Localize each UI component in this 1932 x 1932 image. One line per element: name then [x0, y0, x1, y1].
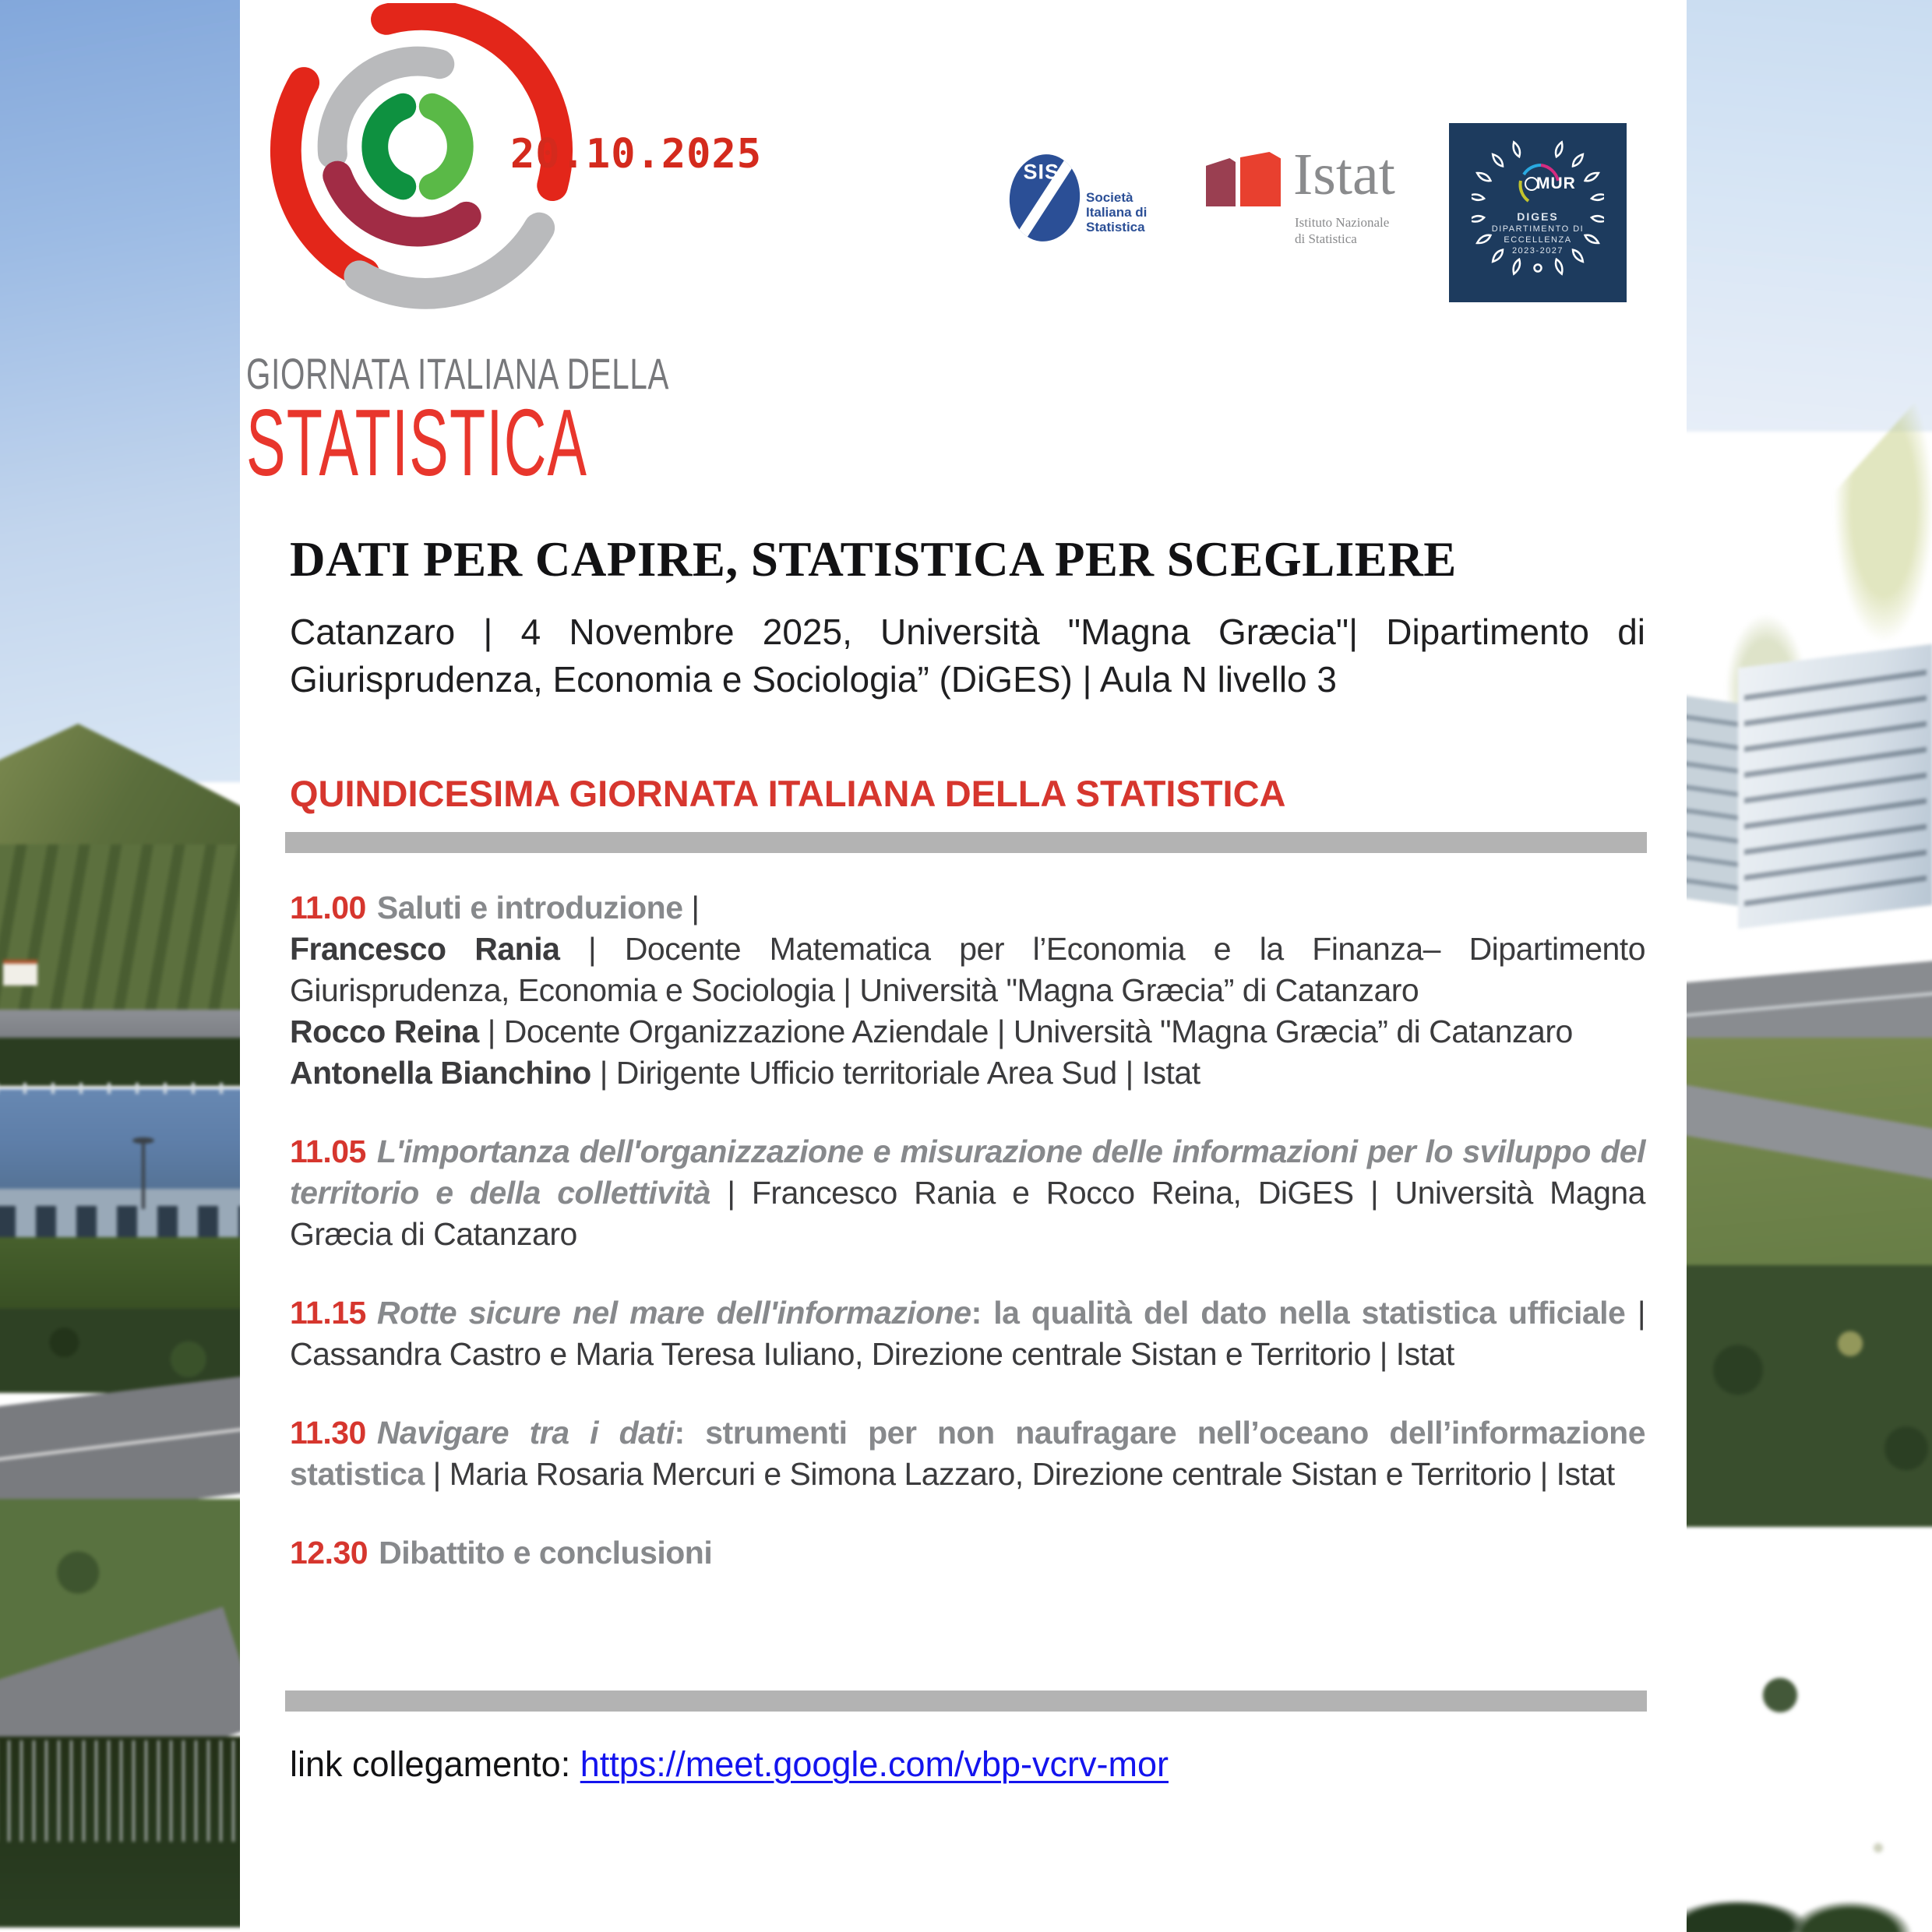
header	[240, 0, 1687, 531]
olive-grove	[0, 844, 242, 1016]
schedule-text: | Cassandra Castro e Maria Teresa Iuliano, Direzione centrale Sistan e Territorio | Istat	[290, 1295, 1645, 1372]
sis-name-line1: Società	[1086, 190, 1133, 205]
schedule-text: | Maria Rosaria Mercuri e Simona Lazzaro, Direzione centrale Sistan e Territorio | Istat	[432, 1456, 1615, 1492]
mur-diges-badge	[1449, 123, 1627, 302]
schedule-text: | Francesco Rania e Rocco Reina, DiGES | Università Magna Græcia di Catanzaro	[290, 1175, 1645, 1252]
schedule-time: 11.05	[290, 1133, 366, 1169]
schedule-text: L'importanza dell'organizzazione e misurazione delle informazioni per lo sviluppo del territorio e della collettività	[290, 1133, 1645, 1211]
sis-name	[1086, 190, 1147, 234]
schedule-text: Navigare tra i dati	[376, 1415, 675, 1451]
istat-subtitle	[1295, 214, 1389, 247]
schedule-text: : la qualità del dato nella statistica ufficiale	[971, 1295, 1638, 1331]
laurel-wreath-icon	[1472, 134, 1604, 282]
schedule-text: | Docente Organizzazione Aziendale | Università "Magna Græcia” di Catanzaro	[487, 1014, 1573, 1049]
main-content	[240, 531, 1687, 1785]
sis-name-line2: Italiana di	[1086, 205, 1148, 220]
fence	[0, 1740, 242, 1842]
schedule-text: Saluti e introduzione	[376, 890, 692, 925]
landscape-left	[0, 0, 242, 1932]
landscape-right	[1687, 0, 1932, 1932]
green-verge	[0, 1237, 242, 1309]
hedge	[0, 1038, 242, 1086]
divider-bottom	[285, 1690, 1647, 1712]
highway	[0, 1010, 242, 1039]
schedule-item	[290, 887, 1645, 1094]
istat-name: Istat	[1293, 142, 1395, 207]
schedule-item	[290, 1292, 1645, 1375]
event-date: 20.10.2025	[510, 131, 763, 178]
mur-dept: DIGES	[1517, 210, 1559, 223]
istat-book-icon-left	[1206, 158, 1236, 206]
schedule	[290, 887, 1645, 1574]
sis-disc	[1005, 151, 1084, 245]
mur-text-block	[1449, 210, 1627, 256]
palm-fronds	[1687, 1842, 1932, 1932]
water-basin	[0, 1089, 242, 1189]
campus-building	[1738, 644, 1932, 929]
background-photo-left	[0, 0, 242, 1932]
mur-line1: DIPARTIMENTO DI	[1491, 224, 1585, 234]
istat-book-icon-right	[1240, 152, 1281, 206]
schedule-text: : strumenti per non naufragare nell’oceano dell’informazione statistica	[290, 1415, 1645, 1492]
schedule-text: | Dirigente Ufficio territoriale Area Sud | Istat	[599, 1055, 1200, 1091]
content-panel	[240, 0, 1687, 1932]
schedule-item	[290, 1131, 1645, 1255]
railing	[0, 1083, 242, 1094]
schedule-text: |	[691, 890, 700, 925]
schedule-time: 11.30	[290, 1415, 366, 1451]
wordmark-line1: GIORNATA ITALIANA DELLA	[246, 349, 670, 398]
sis-name-line3: Statistica	[1086, 220, 1145, 234]
sis-logo	[1010, 154, 1165, 248]
sky	[0, 0, 242, 782]
wordmark-line2: STATISTICA	[246, 390, 588, 495]
mur-label: MUR	[1536, 175, 1576, 192]
schedule-time: 12.30	[290, 1535, 368, 1571]
schedule-item	[290, 1412, 1645, 1495]
building-windows	[1744, 653, 1927, 921]
sis-abbr: SIS	[1023, 160, 1059, 184]
arcade-openings	[0, 1206, 242, 1237]
istat-subtitle-line2: di Statistica	[1295, 231, 1357, 246]
mur-years: 2023-2027	[1511, 246, 1564, 256]
event-title: DATI PER CAPIRE, STATISTICA PER SCEGLIERE	[290, 532, 1457, 587]
schedule-text: Francesco Rania	[290, 931, 589, 967]
house	[3, 960, 37, 985]
meeting-link[interactable]: https://meet.google.com/vbp-vcrv-mor	[580, 1744, 1169, 1784]
mur-line2: ECCELLENZA	[1504, 235, 1572, 245]
sky	[1687, 0, 1932, 432]
section-heading: QUINDICESIMA GIORNATA ITALIANA DELLA STATISTICA	[290, 773, 1286, 814]
street-lamp	[142, 1142, 145, 1209]
istat-logo	[1206, 142, 1408, 261]
schedule-text: Rocco Reina	[290, 1014, 488, 1049]
schedule-text: | Docente Matematica per l’Economia e la Finanza– Dipartimento Giurisprudenza, Economia e Sociologia | Università "Magna Græcia” di Catanzaro	[290, 931, 1645, 1008]
schedule-text: Antonella Bianchino	[290, 1055, 600, 1091]
event-location-line: Catanzaro | 4 Novembre 2025, Università "Magna Græcia"| Dipartimento di Giurisprudenza, Economia e Sociologia” (DiGES) | Aula N livello 3	[290, 612, 1645, 700]
schedule-time: 11.15	[290, 1295, 366, 1331]
bush-band	[1687, 1265, 1932, 1527]
schedule-item	[290, 1532, 1645, 1574]
schedule-text: Rotte sicure nel mare dell'informazione	[376, 1295, 971, 1331]
meeting-link-row	[290, 1744, 1645, 1785]
schedule-text: Dibattito e conclusioni	[379, 1535, 713, 1571]
background-photo-right	[1687, 0, 1932, 1932]
schedule-time: 11.00	[290, 890, 366, 925]
istat-subtitle-line1: Istituto Nazionale	[1295, 215, 1390, 230]
divider-top	[285, 832, 1647, 853]
meeting-link-label: link collegamento:	[290, 1744, 571, 1784]
